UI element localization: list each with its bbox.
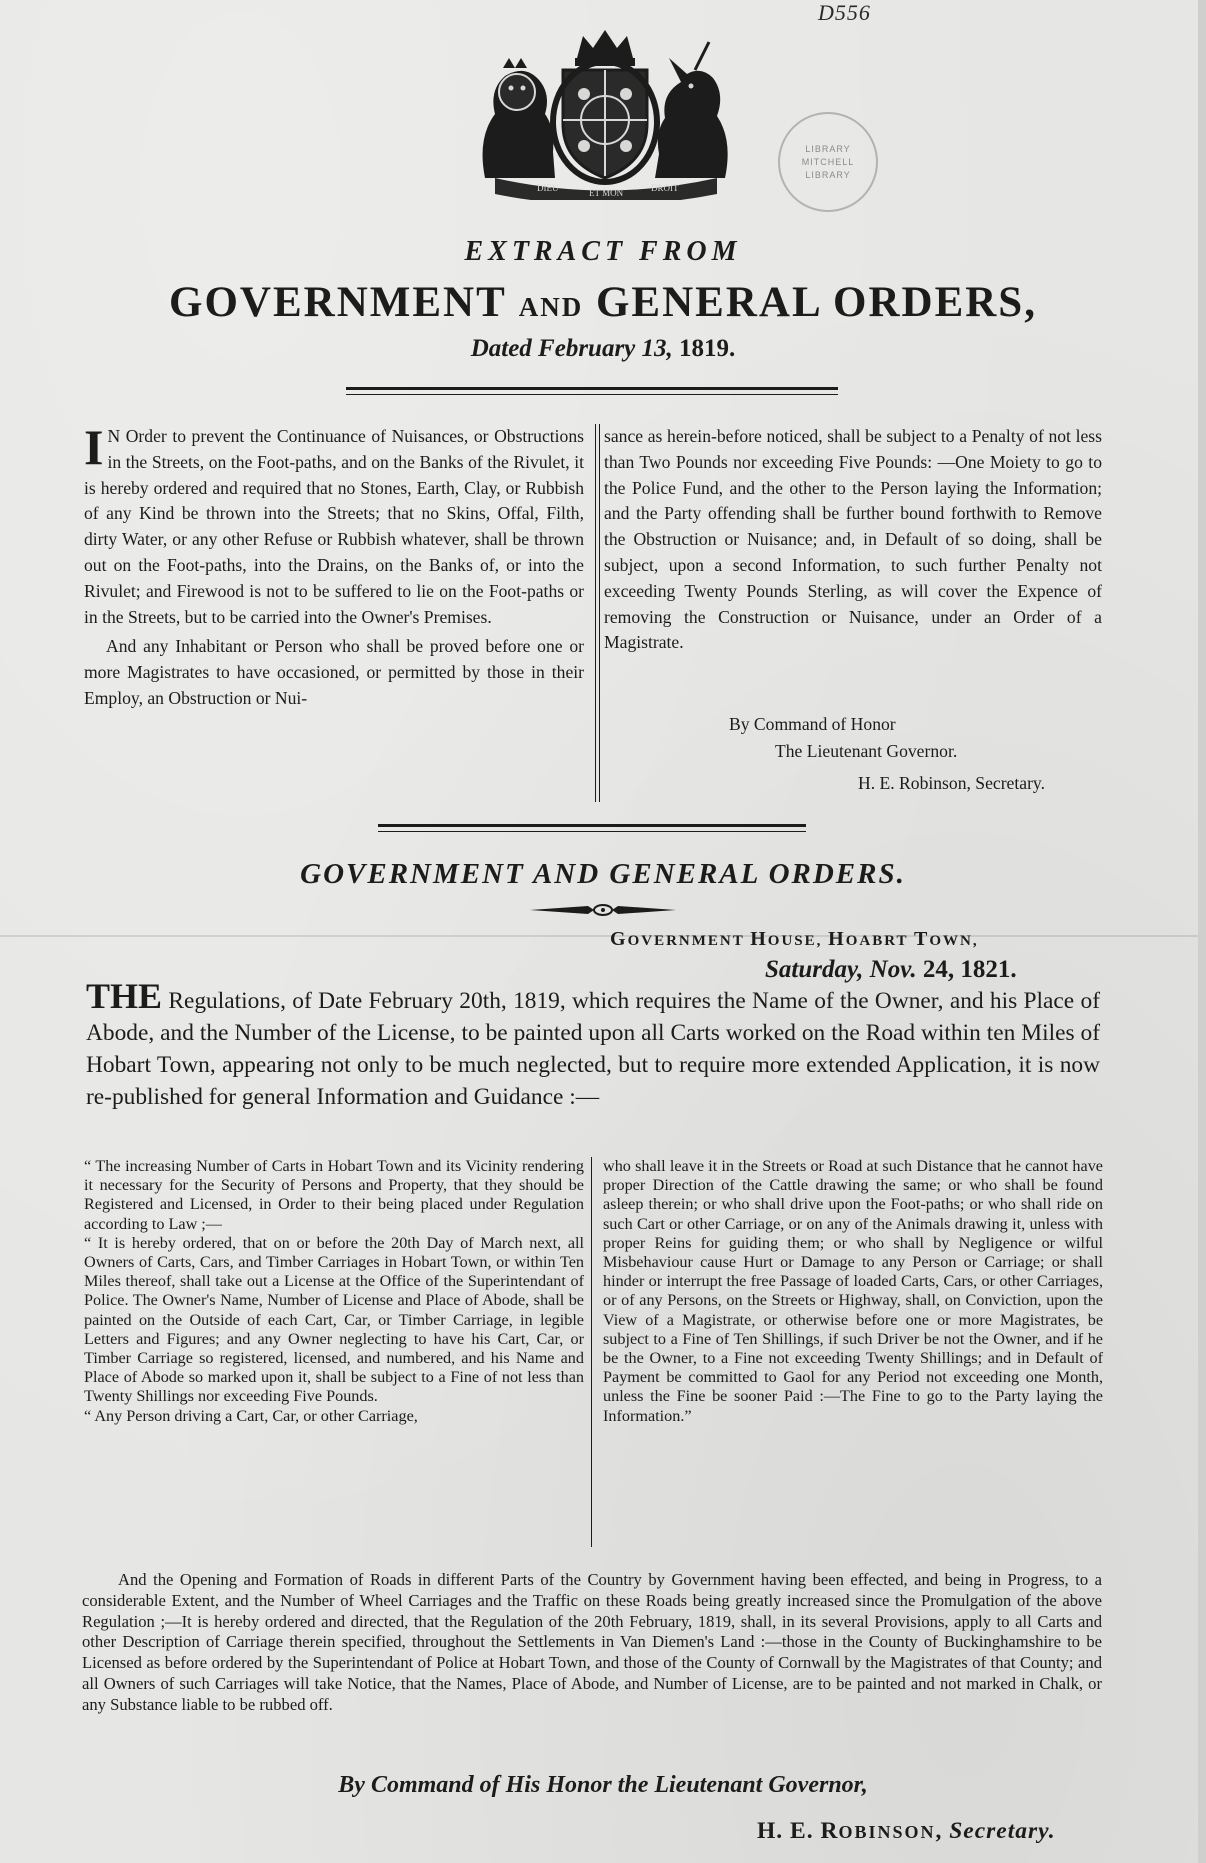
- date-prefix: Saturday, Nov.: [765, 956, 923, 983]
- page-title: [0, 278, 1206, 327]
- gh-cap-g: G: [610, 928, 628, 950]
- title-word-and: AND: [518, 292, 584, 322]
- order1-signature-line-3: H. E. Robinson, Secretary.: [858, 773, 1045, 793]
- quote-paragraph-2: “ It is hereby ordered, that on or before the 20th Day of March next, all Owners of Carts, Cars, and Timber Carriages in Hobart Town, or within Ten Miles thereof, shall take out a License at the Office of the Superintendant of Police. The Owner's Name, Number of License and Place of Abode, shall be painted on the Outside of each Cart, Car, or Timber Carriage, in legible Letters and Figures; and any Owner neglecting to have his Cart, Car, or Timber Carriage so registered, licensed, and numbered, and his Name and Place of Abode so marked upon it, shall be subject to a Fine of not less than Twenty Shillings nor exceeding Five Pounds.: [84, 1233, 584, 1406]
- order1-column-right: [604, 424, 1102, 656]
- final-paragraph-text: And the Opening and Formation of Roads in different Parts of the Country by Government having been effected, and being in Progress, to a considerable Extent, and the Number of Wheel Carriages and the Traffic on these Roads being greatly increased since the Promulgation of the above Regulation ;—It is hereby ordered and directed, that the Regulation of the 20th February, 1819, shall, in its several Provisions, apply to all Carts and other Description of Carriage therein specified, throughout the Settlements in Van Diemen's Land :—those in the County of Buckinghamshire to be Licensed as before ordered by the Superintendant of Police at Hobart Town, and those of the County of Cornwall by the Magistrates of that County; and all Owners of such Carriages will take Notice, that the Names, Place of Abode, and Number of License, are to be painted and not marked in Chalk, or any Substance liable to be rubbed off.: [82, 1570, 1102, 1714]
- gh-cap-h: H: [750, 928, 768, 950]
- order1-paragraph-2: And any Inhabitant or Person who shall be proved before one or more Magistrates to have occasioned, or permitted by those in their Employ, an Obstruction or Nui-: [84, 636, 584, 708]
- stamp-line-3: LIBRARY: [805, 169, 851, 180]
- order1-signature-line-1: By Command of Honor: [729, 714, 896, 734]
- order2-date: [765, 956, 1017, 984]
- order2-column-left: [84, 1157, 584, 1426]
- gh-cap-h2: H: [828, 928, 846, 950]
- intro-initial-word: THE: [86, 976, 163, 1016]
- order2-final-paragraph: [82, 1570, 1102, 1716]
- order1-paragraph-3: sance as herein-before noticed, shall be subject to a Penalty of not less than Two Pounds nor exceeding Five Pounds: —One Moiety to go to the Police Fund, and the other to the Person laying the Information; and the Party offending shall be further bound forthwith to Remove the Obstruction or Nuisance; and, in Default of so doing, shall be subject, upon a second Information, to such further Penalty not exceeding Twenty Pounds Sterling, as will cover the Expence of removing the Construction or Nuisance, under an Order of a Magistrate.: [604, 426, 1102, 653]
- stamp-line-2: MITCHELL: [801, 156, 855, 167]
- dropcap: I: [84, 419, 104, 475]
- order1-signature-line-2: The Lieutenant Governor.: [775, 741, 958, 761]
- double-rule: [378, 824, 806, 832]
- catalogue-mark: D556: [818, 0, 871, 25]
- title-word-general-orders: GENERAL ORDERS,: [595, 279, 1037, 326]
- sec-initials: H. E. R: [757, 1818, 839, 1844]
- dated-line: [0, 335, 1206, 363]
- gh-small-1: OVERNMENT: [627, 933, 751, 949]
- motto-right: DROIT: [651, 183, 679, 193]
- stamp-line-1: LIBRARY: [805, 143, 851, 154]
- quote-paragraph-4: who shall leave it in the Streets or Road at such Distance that he cannot have proper Direction of the Cattle drawing the same; or who shall be found asleep therein; or who shall drive upon the Foot-paths; or who shall ride on such Cart or other Carriage, or on any of the Animals drawing it, unless with proper Reins for guiding them; or who shall by Negligence or wilful Misbehaviour cause Hurt or Damage to any Person or Carriage; or shall hinder or interrupt the free Passage of loaded Carts, Cars, or other Carriages, or of any Persons, on the Streets or Highway, shall, on Conviction, upon the View of a Magistrate, or otherwise before one or more Magistrates, be subject to a Fine of Ten Shillings, if such Driver be not the Owner, and if he be the Owner, to a Fine not exceeding Twenty Shillings; and in Default of Payment be committed to Gaol for any Period not exceeding one Month, unless the Fine be sooner Paid :—The Fine to go to the Party laying the Information.”: [603, 1157, 1103, 1425]
- motto-left: DIEU: [537, 183, 559, 193]
- sec-title: Secretary.: [949, 1818, 1056, 1844]
- column-divider: [599, 424, 600, 802]
- by-command-line: By Command of His Honor the Lieutenant Governor,: [338, 1772, 868, 1798]
- dated-prefix: Dated February 13,: [470, 335, 680, 362]
- order1-paragraph-1: N Order to prevent the Continuance of Nuisances, or Obstructions in the Streets, on the Foot-paths, and on the Banks of the Rivulet, it is hereby ordered and required that no Stones, Earth, Clay, or Rubbish of any Kind be thrown into the Streets; that no Skins, Offal, Filth, dirty Water, or any other Refuse or Rubbish whatever, shall be thrown out on the Foot-paths, into the Drains, on the Banks of, or into the Rivulet; and Firewood is not to be suffered to lie on the Foot-paths or in the Streets, but to be carried into the Owner's Premises.: [84, 426, 584, 627]
- gh-small-2: OUSE,: [767, 933, 829, 949]
- sec-comma: ,: [935, 1818, 950, 1844]
- double-rule: [346, 387, 838, 395]
- paper-fold: [0, 935, 1206, 937]
- gh-cap-t: T: [914, 928, 930, 950]
- quote-paragraph-1: “ The increasing Number of Carts in Hobart Town and its Vicinity rendering it necessary for the Security of Persons and Property, that they should be Registered and Licensed, in Order to their being placed under Regulation according to Law ;—: [84, 1157, 584, 1233]
- gh-small-4: OWN,: [929, 933, 979, 949]
- sec-surname-smallcaps: OBINSON: [838, 1822, 936, 1842]
- royal-coat-of-arms-icon: [455, 28, 755, 200]
- date-numbers: 24, 1821.: [922, 956, 1017, 983]
- government-house-line: [610, 928, 979, 951]
- secretary-signature: [757, 1818, 1056, 1845]
- dated-year: 1819.: [679, 335, 736, 362]
- ornamental-rule-icon: [530, 903, 676, 917]
- library-stamp: [778, 112, 878, 212]
- column-divider: [595, 424, 596, 802]
- order2-intro-paragraph: [86, 976, 1100, 1113]
- title-word-government: GOVERNMENT: [169, 279, 506, 326]
- column-divider: [591, 1157, 592, 1547]
- section-title: GOVERNMENT AND GENERAL ORDERS.: [300, 858, 906, 890]
- intro-text: Regulations, of Date February 20th, 1819, which requires the Name of the Owner, and his Place of Abode, and the Number of the License, to be painted upon all Carts worked on the Road within ten Miles of Hobart Town, appearing not only to be much neglected, but to require more extended Application, it is now re-published for general Information and Guidance :—: [86, 988, 1100, 1110]
- order1-column-left: [84, 419, 584, 712]
- motto-center: ET MON: [589, 188, 624, 198]
- gh-small-3: OABRT: [845, 933, 914, 949]
- quote-paragraph-3: “ Any Person driving a Cart, Car, or other Carriage,: [84, 1406, 418, 1425]
- order2-column-right: [603, 1157, 1103, 1426]
- extract-heading: EXTRACT FROM: [464, 236, 742, 267]
